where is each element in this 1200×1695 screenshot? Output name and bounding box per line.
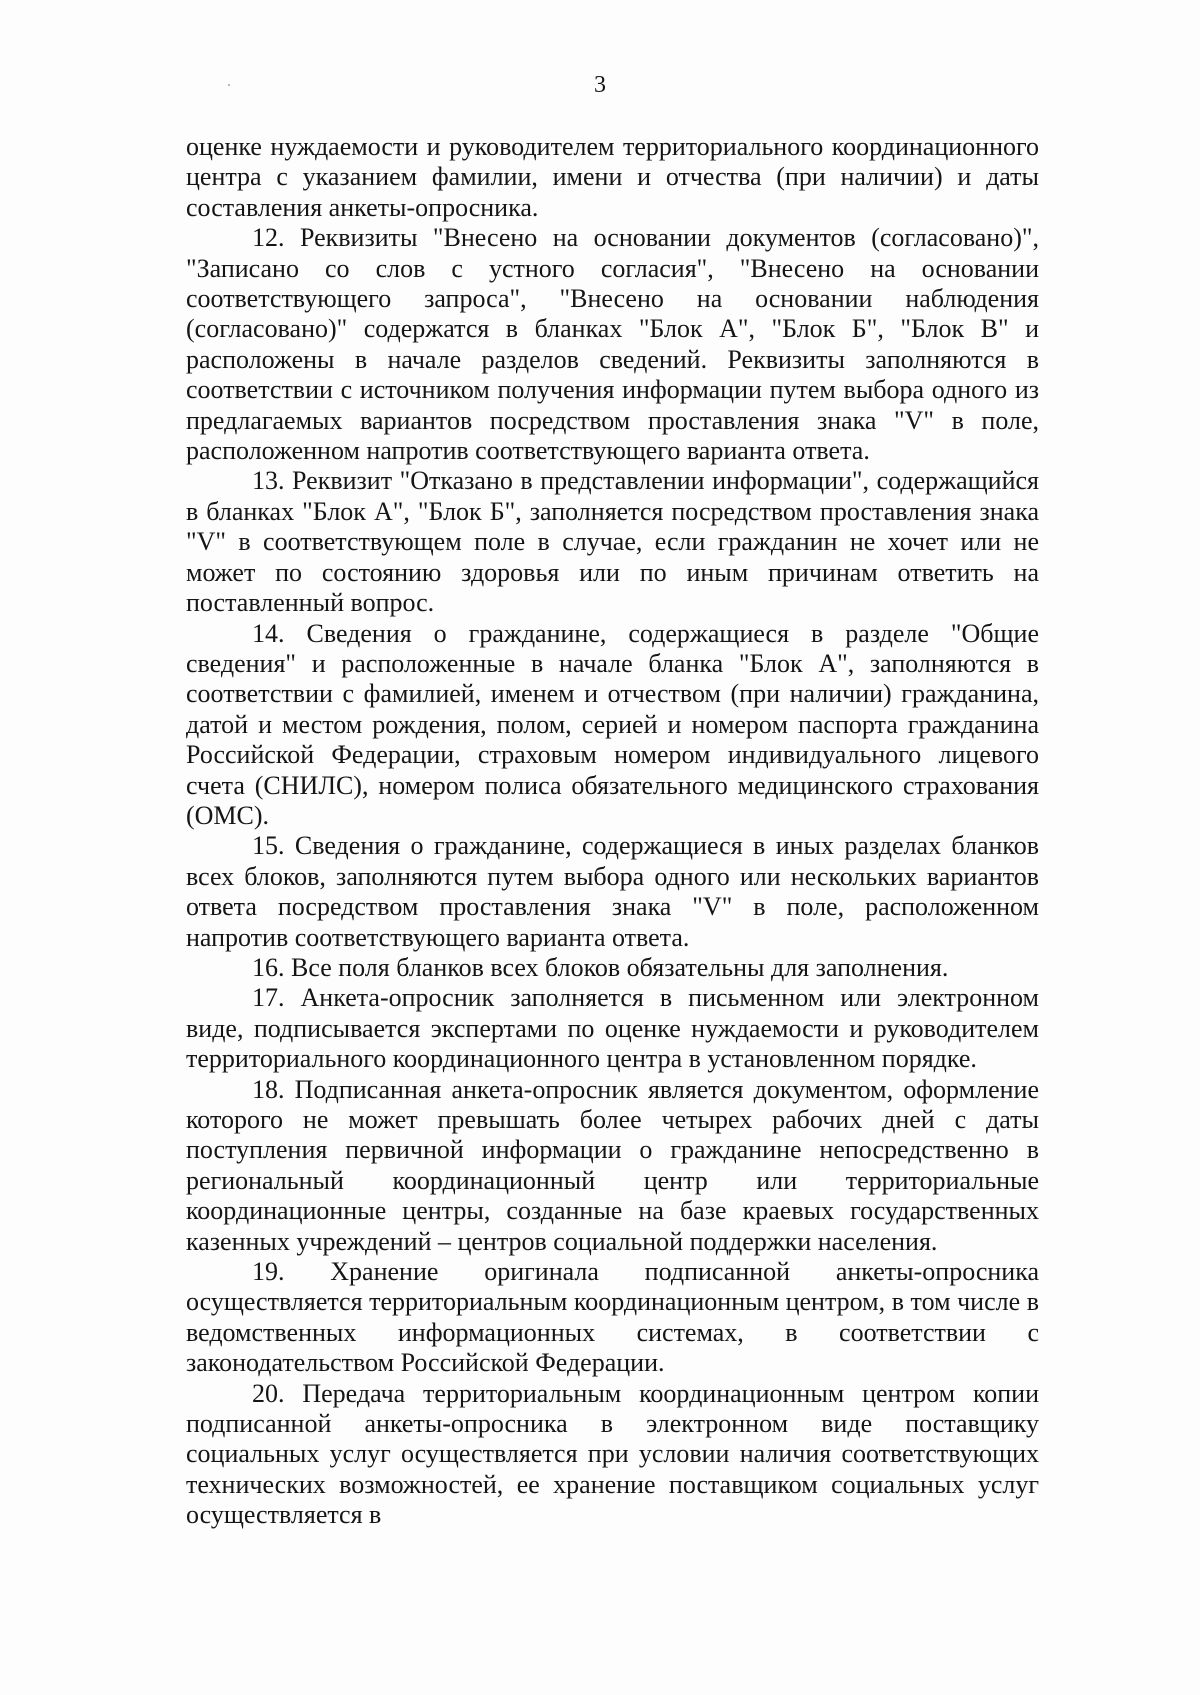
paragraph-12: 12. Реквизиты "Внесено на основании документов (согласовано)", "Записано со слов с устного согласия", "Внесено на основании соответствующего запроса", "Внесено на основании наблюдения (согласовано)" содержатся в бланках "Блок А", "Блок Б", "Блок В" и расположены в начале разделов сведений. Реквизиты заполняются в соответствии с источником получения информации путем выбора одного из предлагаемых вариантов посредством проставления знака "V" в поле, расположенном напротив соответствующего варианта ответа. bbox=[186, 223, 1039, 466]
paragraph-15: 15. Сведения о гражданине, содержащиеся в иных разделах бланков всех блоков, заполняются путем выбора одного или нескольких вариантов ответа посредством проставления знака "V" в поле, расположенном напротив соответствующего варианта ответа. bbox=[186, 831, 1039, 952]
paragraph-13: 13. Реквизит "Отказано в представлении информации", содержащийся в бланках "Блок А", "Блок Б", заполняется посредством проставления знака "V" в соответствующем поле в случае, если гражданин не хочет или не может по состоянию здоровья или по иным причинам ответить на поставленный вопрос. bbox=[186, 466, 1039, 618]
paragraph-20: 20. Передача территориальным координационным центром копии подписанной анкеты-опросника в электронном виде поставщику социальных услуг осуществляется при условии наличия соответствующих технических возможностей, ее хранение поставщиком социальных услуг осуществляется в bbox=[186, 1378, 1039, 1530]
paragraph-19: 19. Хранение оригинала подписанной анкеты-опросника осуществляется территориальным координационным центром, в том числе в ведомственных информационных системах, в соответствии с законодательством Российской Федерации. bbox=[186, 1257, 1039, 1378]
page-number: 3 bbox=[594, 72, 606, 98]
paragraph-14: 14. Сведения о гражданине, содержащиеся в разделе "Общие сведения" и расположенные в начале бланка "Блок А", заполняются в соответствии с фамилией, именем и отчеством (при наличии) гражданина, датой и местом рождения, полом, серией и номером паспорта гражданина Российской Федерации, страховым номером индивидуального лицевого счета (СНИЛС), номером полиса обязательного медицинского страхования (ОМС). bbox=[186, 618, 1039, 830]
paragraph-16: 16. Все поля бланков всех блоков обязательны для заполнения. bbox=[252, 952, 949, 982]
paragraph-17: 17. Анкета-опросник заполняется в письменном или электронном виде, подписывается экспертами по оценке нуждаемости и руководителем территориального координационного центра в установленном порядке. bbox=[186, 983, 1039, 1074]
paragraph-18: 18. Подписанная анкета-опросник является документом, оформление которого не может превышать более четырех рабочих дней с даты поступления первичной информации о гражданине непосредственно в региональный координационный центр или территориальные координационные центры, созданные на базе краевых государственных казенных учреждений – центров социальной поддержки населения. bbox=[186, 1074, 1039, 1256]
paragraph-continuation: оценке нуждаемости и руководителем территориального координационного центра с указанием фамилии, имени и отчества (при наличии) и даты составления анкеты-опросника. bbox=[186, 132, 1039, 222]
document-body bbox=[186, 132, 1039, 1531]
